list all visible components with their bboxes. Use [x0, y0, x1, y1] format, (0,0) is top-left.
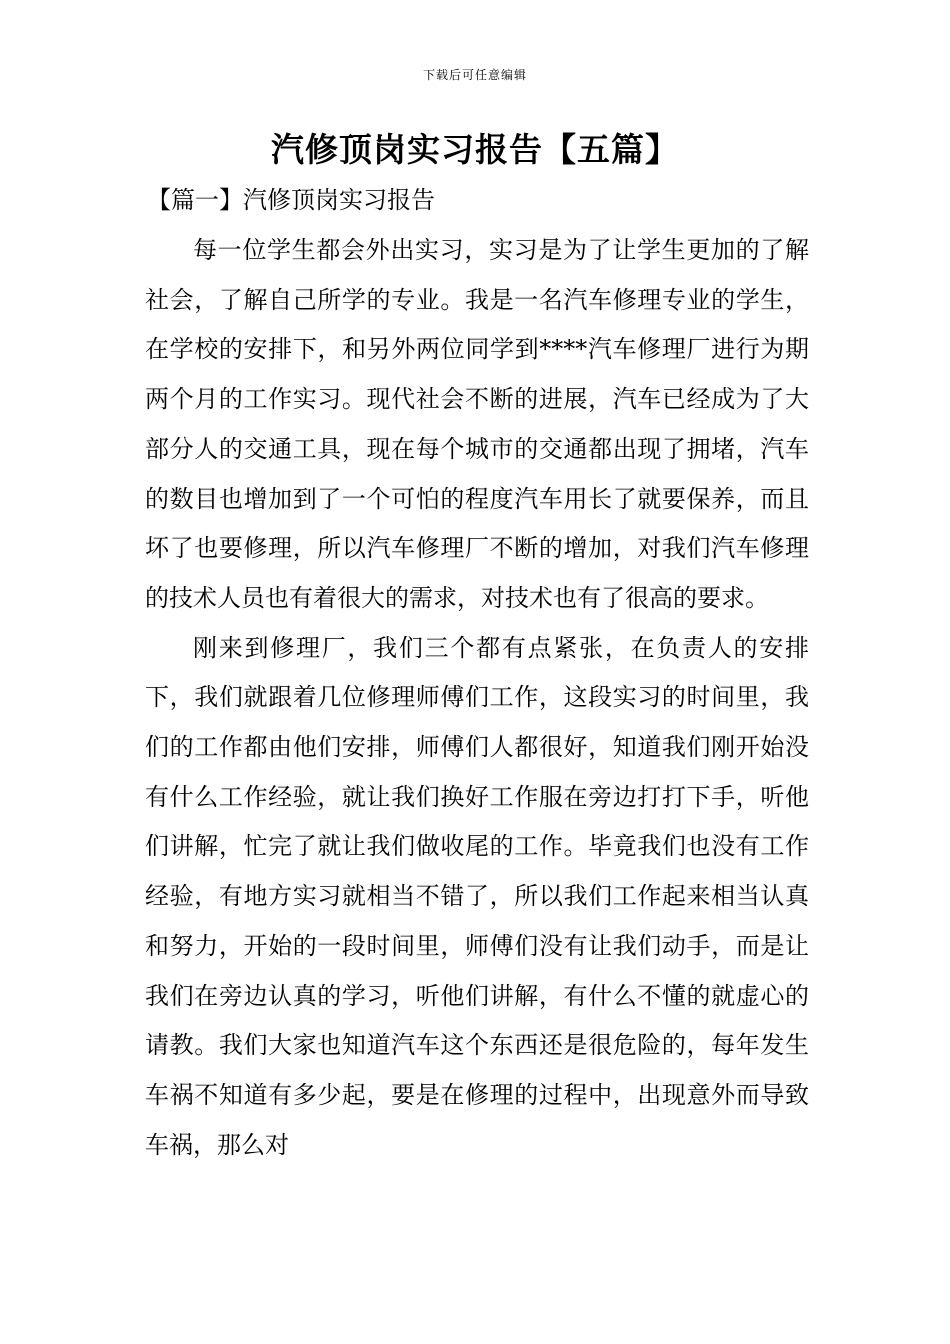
body-text	[145, 226, 809, 1170]
section-heading: 【篇一】汽修顶岗实习报告	[147, 186, 435, 214]
document-title: 汽修顶岗实习报告【五篇】	[271, 130, 679, 169]
page-header-note: 下载后可任意编辑	[422, 68, 527, 82]
paragraph-1: 每一位学生都会外出实习，实习是为了让学生更加的了解社会，了解自己所学的专业。我是一名汽车修理专业的学生，在学校的安排下，和另外两位同学到****汽车修理厂进行为期两个月的工作实习。现代社会不断的进展，汽车已经成为了大部分人的交通工具，现在每个城市的交通都出现了拥堵，汽车的数目也增加到了一个可怕的程度汽车用长了就要保养，而且坏了也要修理，所以汽车修理厂不断的增加，对我们汽车修理的技术人员也有着很大的需求，对技术也有了很高的要求。	[145, 236, 809, 612]
paragraph-2: 刚来到修理厂，我们三个都有点紧张，在负责人的安排下，我们就跟着几位修理师傅们工作，这段实习的时间里，我们的工作都由他们安排，师傅们人都很好，知道我们刚开始没有什么工作经验，就让我们换好工作服在旁边打打下手，听他们讲解，忙完了就让我们做收尾的工作。毕竟我们也没有工作经验，有地方实习就相当不错了，所以我们工作起来相当认真和努力，开始的一段时间里，师傅们没有让我们动手，而是让我们在旁边认真的学习，听他们讲解，有什么不懂的就虚心的请教。我们大家也知道汽车这个东西还是很危险的，每年发生车祸不知道有多少起，要是在修理的过程中，出现意外而导致车祸，那么对	[145, 633, 809, 1159]
